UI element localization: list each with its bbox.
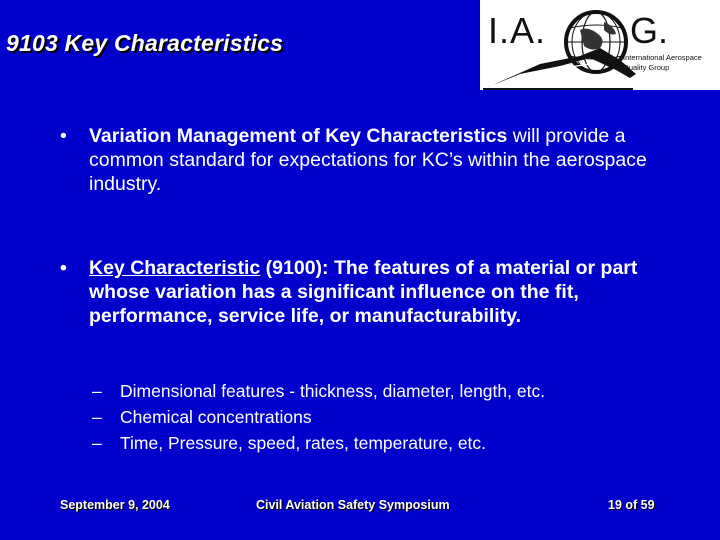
bullet-2	[60, 256, 680, 328]
sub-item	[92, 430, 545, 456]
sub-item-text: Dimensional features - thickness, diameter, length, etc.	[120, 381, 546, 401]
footer-event: Civil Aviation Safety Symposium	[256, 498, 450, 512]
bullet-1	[60, 124, 680, 196]
sub-item	[92, 378, 545, 404]
bullet-2-text	[89, 256, 680, 328]
sub-list	[92, 378, 545, 456]
footer-date: September 9, 2004	[60, 498, 170, 512]
sub-item	[92, 404, 545, 430]
bullet-1-text	[89, 124, 680, 196]
logo-tagline-2: Quality Group	[623, 63, 670, 72]
bullet-1-bold: Variation Management of Key Characteristics	[89, 125, 508, 147]
dash-symbol: –	[92, 381, 102, 401]
bullet-2-rest: (9100): The features of a material or part whose variation has a significant influence on the fit, performance, service life, or manufacturability.	[89, 257, 638, 327]
bullet-symbol: •	[60, 257, 67, 279]
dash-symbol: –	[92, 433, 102, 453]
logo-letters-left: I.A.	[488, 10, 547, 51]
sub-item-text: Time, Pressure, speed, rates, temperature, etc.	[120, 433, 487, 453]
bullet-symbol: •	[60, 125, 67, 147]
iaqg-logo	[480, 0, 720, 90]
logo-tagline-1: International Aerospace	[623, 53, 702, 62]
slide-title: 9103 Key Characteristics	[6, 30, 284, 56]
logo-letters-right: G.	[630, 10, 669, 51]
bullet-1-rest: will provide a common standard for expectations for KC’s within the aerospace industry.	[89, 125, 647, 195]
footer-page-number: 19 of 59	[608, 498, 655, 512]
sub-item-text: Chemical concentrations	[120, 407, 312, 427]
key-characteristic-term: Key Characteristic	[89, 257, 261, 279]
dash-symbol: –	[92, 407, 102, 427]
